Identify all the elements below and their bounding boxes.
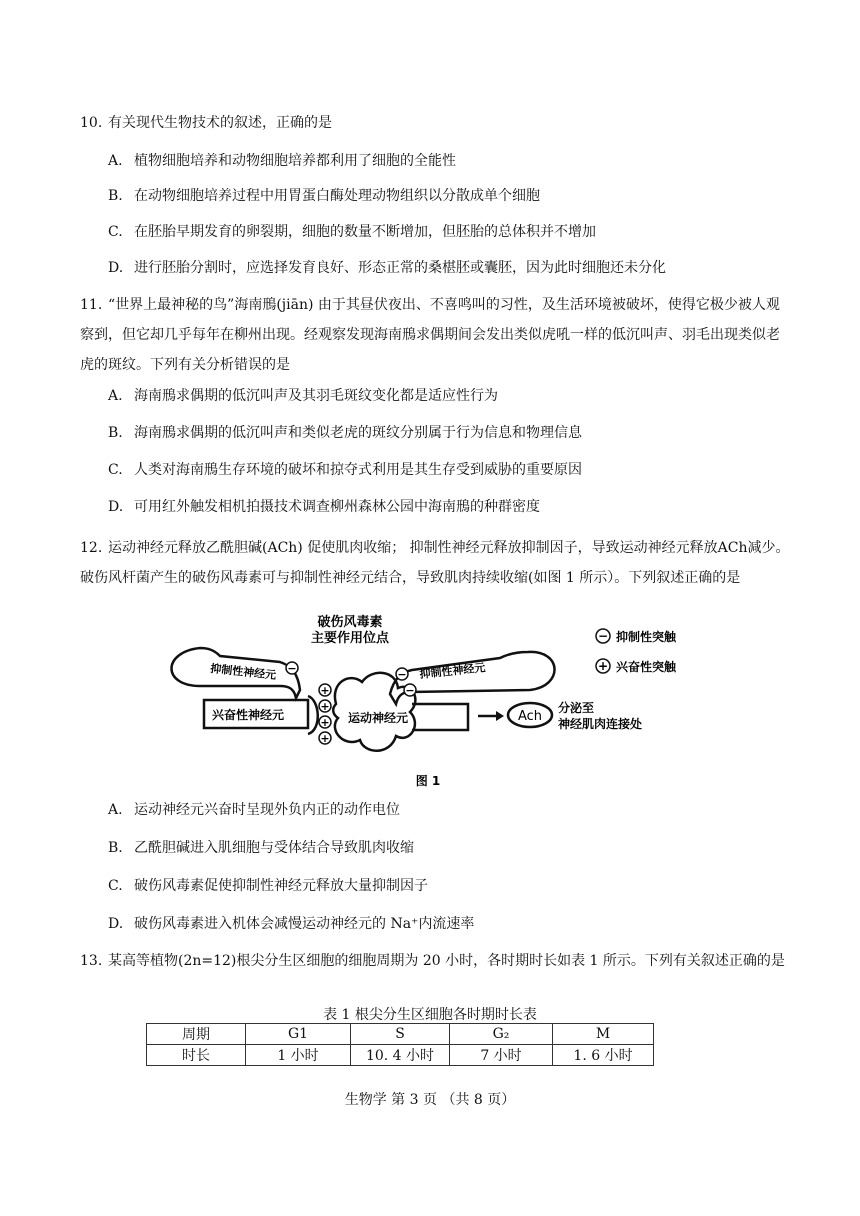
option-b: B. 海南鳽求偶期的低沉叫声和类似老虎的斑纹分别属于行为信息和物理信息 xyxy=(108,425,582,441)
question-number: 13. xyxy=(80,953,103,969)
ach-label: Ach xyxy=(517,709,543,724)
secrete-label: 分泌至 xyxy=(558,701,595,715)
svg-text:−: − xyxy=(405,684,415,697)
excitatory-terminal xyxy=(308,696,318,734)
option-d: D. 进行胚胎分割时，应选择发育良好、形态正常的桑椹胚或囊胚，因为此时细胞还未分化 xyxy=(108,260,666,276)
legend-excitatory: 兴奋性突触 xyxy=(616,660,677,674)
question-11 xyxy=(80,290,792,380)
question-number: 11. xyxy=(80,297,103,313)
page-footer: 生物学 第 3 页 （共 8 页） xyxy=(344,1092,516,1108)
question-stem: 某高等植物(2n=12)根尖分生区细胞的细胞周期为 20 小时，各时期时长如表 1 所示。下列有关叙述正确的是 xyxy=(108,953,785,969)
cell-cycle-table xyxy=(146,1023,654,1066)
table-header-row: 周期 G1 S G₂ M xyxy=(147,1024,654,1045)
toxin-label: 破伤风毒素 xyxy=(317,615,383,630)
option-c: C. 人类对海南鳽生存环境的破坏和掠夺式利用是其生存受到威胁的重要原因 xyxy=(108,462,582,478)
question-number: 10. xyxy=(80,115,103,131)
svg-text:+: + xyxy=(320,732,330,745)
svg-text:−: − xyxy=(287,662,297,675)
legend-inhibitory: 抑制性突触 xyxy=(616,630,677,644)
svg-text:−: − xyxy=(397,668,407,681)
option-a: A. 植物细胞培养和动物细胞培养都利用了细胞的全能性 xyxy=(108,153,456,169)
option-d: D. 可用红外触发相机拍摄技术调查柳州森林公园中海南鳽的种群密度 xyxy=(108,499,540,515)
motor-neuron-label: 运动神经元 xyxy=(348,711,409,725)
motor-neuron-axon xyxy=(412,704,468,730)
svg-text:+: + xyxy=(320,684,330,697)
question-stem: 有关现代生物技术的叙述，正确的是 xyxy=(108,115,332,131)
excitatory-neuron-label: 兴奋性神经元 xyxy=(212,708,285,722)
option-a: A. 海南鳽求偶期的低沉叫声及其羽毛斑纹变化都是适应性行为 xyxy=(108,388,498,404)
svg-text:+: + xyxy=(320,700,330,713)
option-b: B. 在动物细胞培养过程中用胃蛋白酶处理动物组织以分散成单个细胞 xyxy=(108,188,540,204)
option-c: C. 破伤风毒素促使抑制性神经元释放大量抑制因子 xyxy=(108,878,428,894)
figure-caption: 图 1 xyxy=(415,774,441,788)
table-caption: 表 1 根尖分生区细胞各时期时长表 xyxy=(323,1007,537,1023)
option-d: D. 破伤风毒素进入机体会减慢运动神经元的 Na⁺内流速率 xyxy=(108,916,475,932)
question-10 xyxy=(80,108,792,138)
inhibitory-neuron-label: 抑制性神经元 xyxy=(209,662,277,682)
question-stem: “世界上最神秘的鸟”海南鳽(jiān) 由于其昼伏夜出、不喜鸣叫的习性，及生活环境被破坏，使得它极少被人观察到，但它却几乎每年在柳州出现。经观察发现海南鳽求偶期间会发出类似虎吼一样的低沉叫声、羽毛出现类似老虎的斑纹。下列有关分析错误的是 xyxy=(80,297,780,373)
table-row: 时长 1 小时 10. 4 小时 7 小时 1. 6 小时 xyxy=(147,1045,654,1066)
question-13 xyxy=(80,946,792,976)
question-stem: 运动神经元释放乙酰胆碱(ACh) 促使肌肉收缩； 抑制性神经元释放抑制因子，导致运动神经元释放ACh减少。破伤风杆菌产生的破伤风毒素可与抑制性神经元结合，导致肌肉持续收缩(如图 1 所示）。下列叙述正确的是 xyxy=(80,540,790,586)
junction-label: 神经肌肉连接处 xyxy=(558,717,643,731)
figure-1-neuron-diagram xyxy=(160,612,720,794)
option-c: C. 在胚胎早期发育的卵裂期，细胞的数量不断增加，但胚胎的总体积并不增加 xyxy=(108,224,596,240)
question-number: 12. xyxy=(80,540,103,556)
option-b: B. 乙酰胆碱进入肌细胞与受体结合导致肌肉收缩 xyxy=(108,840,414,856)
toxin-site-label: 主要作用位点 xyxy=(310,631,390,646)
option-a: A. 运动神经元兴奋时呈现外负内正的动作电位 xyxy=(108,802,400,818)
arrow-head xyxy=(496,711,504,721)
svg-text:+: + xyxy=(320,716,330,729)
minus-sign: − xyxy=(597,629,609,643)
plus-sign: + xyxy=(597,659,609,673)
question-12 xyxy=(80,533,792,593)
inhibitory-neuron-label: 抑制性神经元 xyxy=(418,661,486,681)
